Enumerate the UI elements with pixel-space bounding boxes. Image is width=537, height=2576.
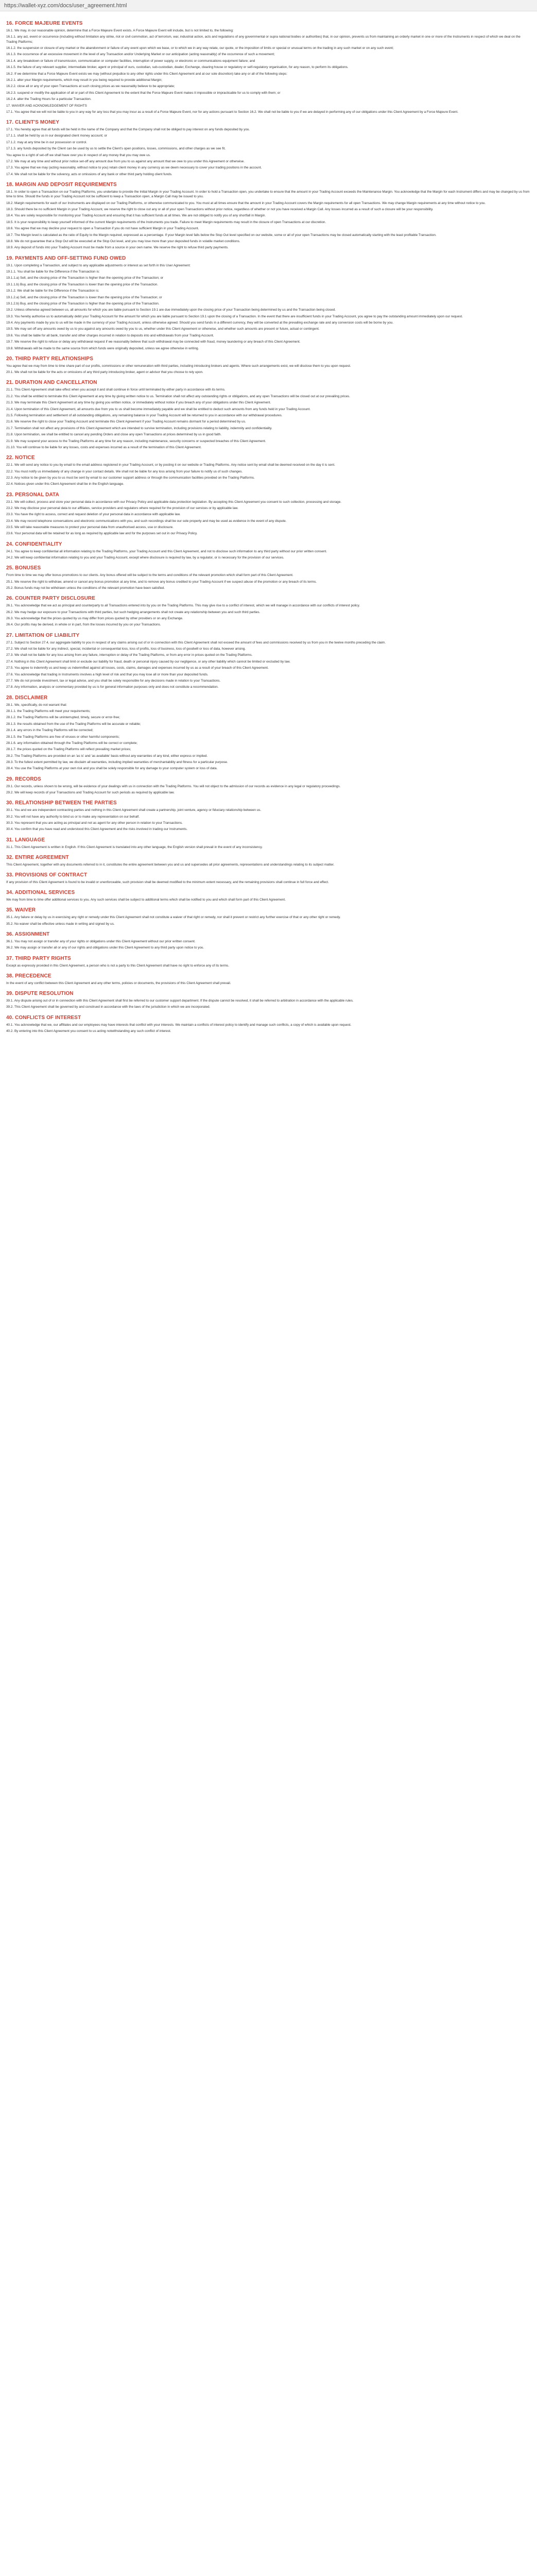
section-heading: 28. DISCLAIMER (6, 694, 48, 701)
section-paragraph: 35.2. No waiver shall be effective unless made in writing and signed by us. (6, 922, 115, 926)
section-paragraph: 21.10. You will continue to be liable for any losses, costs and expenses incurred as a result of the termination of this Client Agreement. (6, 445, 202, 449)
section-heading: 31. LANGUAGE (6, 837, 45, 843)
section-heading: 39. DISPUTE RESOLUTION (6, 991, 74, 997)
section-paragraph: 19.1.1. You shall be liable for the Difference if the Transaction is: (6, 269, 100, 274)
section-paragraph: 39.1. Any dispute arising out of or in connection with this Client Agreement shall first be referred to our customer support department. If the dispute cannot be resolved, it shall be referred to arbitration in accordance with the applicable rules. (6, 999, 354, 1003)
section-heading: 24. CONFIDENTIALITY (6, 541, 62, 547)
section-paragraph: 19.1.1.a) Sell, and the closing price of the Transaction is higher than the opening price of the Transaction; or (6, 276, 164, 280)
agreement-section (6, 380, 530, 450)
agreement-section (6, 907, 530, 926)
section-paragraph: 27.8. Any information, analysis or commentary provided by us is for general information purposes only and does not constitute a recommendation. (6, 685, 219, 689)
section-paragraph: 36.1. You may not assign or transfer any of your rights or obligations under this Client Agreement without our prior written consent. (6, 940, 196, 944)
section-heading: 35. WAIVER (6, 907, 36, 913)
section-paragraph: 22.1. We will send any notice to you by email to the email address registered in your Trading Account, or by posting it on our website or Trading Platforms. Any notice sent by email shall be deemed received on the day it is sent. (6, 463, 335, 467)
agreement-section (6, 356, 530, 375)
section-paragraph: 26.2. We may hedge our exposure to your Transactions with third parties, but such hedging arrangements shall not create any relationship between you and such third parties. (6, 610, 261, 614)
section-paragraph: 30.2. You will not have any authority to bind us or to make any representation on our behalf. (6, 815, 140, 819)
section-heading: 17. CLIENT'S MONEY (6, 120, 60, 126)
section-paragraph: 21.3. We may terminate this Client Agreement at any time by giving you written notice, or immediately without notice if you breach any of your obligations under this Client Agreement. (6, 401, 271, 405)
section-paragraph: 31.1. This Client Agreement is written in English. If this Client Agreement is translated into any other language, the English version shall prevail in the event of any inconsistency. (6, 845, 263, 849)
section-paragraph: 27.5. You agree to indemnify us and keep us indemnified against all losses, costs, claims, damages and expenses incurred by us as a result of your breach of this Client Agreement. (6, 666, 269, 670)
section-paragraph: 18.3. Should there be no sufficient Margin in your Trading Account, we reserve the right to close out any or all of your open Transactions without prior notice, regardless of whether or not you have received a Margin Call. Any losses incurred as a result of such a closure will be your responsibility. (6, 208, 434, 212)
section-paragraph: 16.1. We may, in our reasonable opinion, determine that a Force Majeure Event exists. A Force Majeure Event will include, but is not limited to, the following: (6, 29, 234, 32)
agreement-section (6, 956, 530, 968)
section-heading: 19. PAYMENTS AND OFF-SETTING FUND OWED (6, 255, 126, 261)
section-paragraph: 21.7. Termination shall not affect any provisions of this Client Agreement which are intended to survive termination, including provisions relating to liability, indemnity and confidentiality. (6, 426, 272, 430)
section-paragraph: 22.2. You must notify us immediately of any change in your contact details. We shall not be liable for any loss arising from your failure to notify us of such changes. (6, 469, 243, 473)
section-paragraph: 28.2. The Trading Platforms are provided on an 'as is' and 'as available' basis without any warranties of any kind, either express or implied. (6, 754, 208, 758)
section-paragraph: 19.2. Unless otherwise agreed between us, all amounts for which you are liable pursuant to Section 19.1 are due immediately upon the closing price of your Transaction being determined by us and the Transaction being closed. (6, 308, 336, 312)
section-paragraph: 19.8. Withdrawals will be made to the same source from which funds were originally deposited, unless we agree otherwise in writing. (6, 346, 199, 350)
section-paragraph: 17. WAIVER AND ACKNOWLEDGEMENT OF RIGHTS (6, 104, 87, 108)
section-paragraph: 30.3. You represent that you are acting as principal and not as agent for any other person in relation to your Transactions. (6, 821, 183, 825)
section-paragraph: 18.8. We do not guarantee that a Stop Out will be executed at the Stop Out level, and you may lose more than your deposited funds in volatile market conditions. (6, 239, 240, 243)
page-url[interactable]: https://wallet-xyz.com/docs/user_agreement.html (4, 2, 127, 9)
section-paragraph: 23.5. We will take reasonable measures to protect your personal data from unauthorised access, use or disclosure. (6, 526, 174, 530)
section-paragraph: 21.8. Upon termination, we shall be entitled to cancel any pending Orders and close any open Transactions at prices determined by us in good faith. (6, 433, 222, 437)
section-paragraph: 18.9. Any deposit of funds into your Trading Account must be made from a source in your own name. We reserve the right to refuse third party payments. (6, 246, 229, 250)
agreement-section (6, 776, 530, 795)
section-paragraph: 17.1.1. shall be held by us in our designated client money account; or (6, 134, 108, 138)
section-paragraph: If any provision of this Client Agreement is found to be invalid or unenforceable, such provision shall be deemed modified to the minimum extent necessary, and the remaining provisions shall continue in full force and effect. (6, 880, 329, 885)
agreement-section (6, 890, 530, 902)
section-paragraph: 16.1.2. the suspension or closure of any market or the abandonment or failure of any event upon which we base, or to which we in any way relate, our quote, or the imposition of limits or special or unusual terms on the trading in any such market or on any such event; (6, 46, 394, 50)
agreement-section (6, 21, 530, 114)
section-heading: 25. BONUSES (6, 565, 41, 571)
section-paragraph: 36.2. We may assign or transfer all or any of our rights and obligations under this Client Agreement to any third party upon notice to you. (6, 946, 204, 950)
section-paragraph: 35.1. Any failure or delay by us in exercising any right or remedy under this Client Agreement shall not constitute a waiver of that right or remedy, nor shall it prevent or restrict any further exercise of that or any other right or remedy. (6, 916, 341, 920)
section-heading: 22. NOTICE (6, 455, 35, 461)
section-paragraph: 27.7. We do not provide investment, tax or legal advice, and you shall be solely responsible for any decisions made in relation to your Transactions. (6, 679, 221, 683)
agreement-section (6, 256, 530, 351)
agreement-section (6, 455, 530, 486)
section-paragraph: 28.1.7. the prices quoted on the Trading Platforms will reflect prevailing market prices; (6, 748, 131, 752)
section-heading: 32. ENTIRE AGREEMENT (6, 854, 69, 860)
agreement-section (6, 837, 530, 850)
section-paragraph: 17.1. You hereby agree that all funds will be held in the name of the Company and that the Company shall not be obliged to pay interest on any funds deposited by you. (6, 128, 250, 132)
section-paragraph: You agree to a right of set-off we shall have over you in respect of any money that you may owe us. (6, 153, 151, 157)
section-paragraph: 22.4. Notices given under this Client Agreement shall be in the English language. (6, 482, 124, 486)
section-paragraph: 19.1.2.a) Sell, and the closing price of the Transaction is lower than the opening price of the Transaction; or (6, 295, 162, 299)
section-paragraph: 16.1.5. the failure of any relevant supplier, intermediate broker, agent or principal of ours, custodian, sub-custodian, dealer, Exchange, clearing house or regulatory or self-regulatory organisation, for any reason, to perform its obligations. (6, 65, 349, 70)
section-paragraph: 40.2. By entering into this Client Agreement you consent to us acting notwithstanding any such conflict of interest. (6, 1029, 171, 1033)
agreement-section (6, 182, 530, 250)
section-paragraph: 30.4. You confirm that you have read and understood this Client Agreement and the risks involved in trading our Instruments. (6, 827, 188, 832)
agreement-document (0, 11, 537, 1042)
section-paragraph: 39.2. This Client Agreement shall be governed by and construed in accordance with the laws of the jurisdiction in which we are incorporated. (6, 1005, 211, 1009)
section-paragraph: 16.1.3. the occurrence of an excessive movement in the level of any Transaction and/or Underlying Market or our anticipation (acting reasonably) of the occurrence of such a movement; (6, 53, 275, 57)
section-heading: 30. RELATIONSHIP BETWEEN THE PARTIES (6, 800, 117, 806)
section-paragraph: 21.6. We reserve the right to close your Trading Account and terminate this Client Agreement if your Trading Account remains dormant for a period determined by us. (6, 420, 246, 424)
section-paragraph: 25.1. We reserve the right to withdraw, amend or cancel any bonus promotion at any time, and to remove any bonus credited to your Trading Account if we suspect abuse of the promotion or any breach of its terms. (6, 580, 317, 584)
section-paragraph: 17.3. You agree that we may (acting reasonably, without notice to you) retain client money in any currency as we deem necessary to cover your trading positions in the account. (6, 166, 262, 170)
section-paragraph: 28.4. You use the Trading Platforms at your own risk and you shall be solely responsible for any damage to your computer system or loss of data. (6, 767, 218, 771)
section-paragraph: 18.2. Margin requirements for each of our Instruments are displayed on our Trading Platforms, or otherwise communicated to you. You must at all times ensure that the amount in your Trading Account covers the Margin requirements for all open Transactions. We may change Margin requirements at any time without notice to you. (6, 201, 486, 205)
section-paragraph: 23.4. We may record telephone conversations and electronic communications with you, and such recordings shall be our sole property and may be used as evidence in the event of any dispute. (6, 519, 287, 523)
section-paragraph: 23.3. You have the right to access, correct and request deletion of your personal data in accordance with applicable law. (6, 513, 181, 517)
section-paragraph: 19.5. We may set off any amounts owed by us to you against any amounts owed by you to us, whether under this Client Agreement or otherwise, and whether such amounts are present or future, actual or contingent. (6, 327, 320, 331)
section-paragraph: 23.2. We may disclose your personal data to our affiliates, service providers and regulators where required for the provision of our services or by applicable law. (6, 506, 238, 510)
section-heading: 37. THIRD PARTY RIGHTS (6, 955, 71, 961)
section-paragraph: 22.3. Any notice to be given by you to us must be sent by email to our customer support address or through the communication facilities provided on the Trading Platforms. (6, 476, 255, 480)
section-paragraph: 27.4. Nothing in this Client Agreement shall limit or exclude our liability for fraud, death or personal injury caused by our negligence, or any other liability which cannot be limited or excluded by law. (6, 659, 291, 664)
section-paragraph: 19.1.1.b) Buy, and the closing price of the Transaction is lower than the opening price of the Transaction. (6, 282, 159, 286)
section-paragraph: This Client Agreement, together with any documents referred to in it, constitutes the entire agreement between you and us and supersedes all prior agreements, representations and understandings relating to its subject matter. (6, 862, 335, 867)
section-paragraph: 18.4. You are solely responsible for monitoring your Trading Account and ensuring that it has sufficient funds at all times. We are not obliged to notify you of any shortfall in Margin. (6, 214, 266, 218)
section-paragraph: 16.2.3. suspend or modify the application of all or part of this Client Agreement to the extent that the Force Majeure Event makes it impossible or impracticable for us to comply with them; or (6, 91, 281, 95)
section-paragraph: 23.1. We will collect, process and store your personal data in accordance with our Privacy Policy and applicable data protection legislation. By accepting this Client Agreement you consent to such collection, processing and storage. (6, 500, 342, 504)
section-paragraph: From time to time we may offer bonus promotions to our clients. Any bonus offered will be subject to the terms and conditions of the relevant promotion which shall form part of this Client Agreement. (6, 573, 293, 578)
section-heading: 29. RECORDS (6, 776, 41, 782)
section-paragraph: 19.1.2.b) Buy, and the closing price of the Transaction is higher than the opening price of the Transaction. (6, 301, 160, 306)
section-paragraph: 28.1.2. the Trading Platforms will be uninterrupted, timely, secure or error-free; (6, 716, 120, 720)
section-paragraph: 16.2.2. close all or any of your open Transactions at such closing prices as we reasonably believe to be appropriate; (6, 84, 175, 89)
section-paragraph: 17.1. You agree that we will not be liable to you in any way for any loss that you may incur as a result of a Force Majeure Event, nor for any actions pursuant to Section 16.2. We shall not be liable to you if we are delayed in performing any of our obligations under this Client Agreement by a Force Majeure Event. (6, 110, 459, 114)
section-paragraph: 18.6. You agree that we may decline your request to open a Transaction if you do not have sufficient Margin in your Trading Account. (6, 227, 199, 231)
section-paragraph: 19.4. Any payments made by you to us will be made in the currency of your Trading Account, unless otherwise agreed. Should you send funds in a different currency, they will be converted at the prevailing exchange rate and any conversion costs will be borne by you. (6, 321, 394, 325)
section-paragraph: 19.1. Upon completing a Transaction, and subject to any applicable adjustments or interest as set forth in this User Agreement: (6, 263, 191, 267)
section-paragraph: 21.9. We may suspend your access to the Trading Platforms at any time for any reason, including maintenance, security concerns or suspected breaches of this Client Agreement. (6, 439, 266, 443)
section-heading: 26. COUNTER PARTY DISCLOSURE (6, 596, 96, 602)
agreement-section (6, 973, 530, 986)
section-paragraph: We may from time to time offer additional services to you. Any such services shall be subject to additional terms which shall be notified to you and which shall form part of this Client Agreement. (6, 898, 286, 902)
section-paragraph: 28.1.3. the results obtained from the use of the Trading Platforms will be accurate or reliable; (6, 722, 141, 726)
agreement-section (6, 800, 530, 832)
section-paragraph: 27.6. You acknowledge that trading in Instruments involves a high level of risk and that you may lose all or more than your deposited funds. (6, 672, 209, 676)
section-paragraph: 20.1. We shall not be liable for the acts or omissions of any third party introducing broker, agent or advisor that you choose to rely upon. (6, 370, 203, 375)
agreement-section (6, 541, 530, 561)
agreement-section (6, 596, 530, 627)
section-paragraph: 16.2. If we determine that a Force Majeure Event exists we may (without prejudice to any other rights under this Client Agreement and at our sole discretion) take any or all of the following steps: (6, 72, 287, 76)
agreement-section (6, 1015, 530, 1034)
section-paragraph: 19.6. You shall be liable for all bank, transfer and other charges incurred in relation to deposits into and withdrawals from your Trading Account. (6, 333, 214, 337)
section-paragraph: 17.1.3. any funds deposited by the Client can be used by us to settle the Client's open positions, losses, commissions, and other charges as we see fit. (6, 147, 226, 151)
section-paragraph: 29.2. We will keep records of your Transactions and Trading Account for such periods as required by applicable law. (6, 791, 175, 795)
section-heading: 16. FORCE MAJEURE EVENTS (6, 21, 83, 26)
section-paragraph: 21.2. You shall be entitled to terminate this Client Agreement at any time by giving written notice to us. Termination shall not affect any outstanding rights or obligations, and any open Transactions will be closed out at our prevailing prices. (6, 394, 350, 398)
agreement-section (6, 991, 530, 1010)
section-paragraph: In the event of any conflict between this Client Agreement and any other terms, policies or documents, the provisions of this Client Agreement shall prevail. (6, 981, 231, 985)
section-paragraph: 21.4. Upon termination of this Client Agreement, all amounts due from you to us shall become immediately payable and we shall be entitled to deduct such amounts from any funds held in your Trading Account. (6, 407, 311, 411)
section-paragraph: 26.4. Our profits may be derived, in whole or in part, from the losses incurred by you on your Transactions. (6, 623, 161, 627)
section-paragraph: 28.1. We, specifically, do not warrant that: (6, 703, 67, 707)
section-heading: 27. LIMITATION OF LIABILITY (6, 632, 80, 638)
section-heading: 20. THIRD PARTY RELATIONSHIPS (6, 355, 94, 362)
section-heading: 34. ADDITIONAL SERVICES (6, 890, 75, 896)
section-paragraph: 19.3. You hereby authorise us to automatically debit your Trading Account for the amount for which you are liable pursuant to Section 19.1 upon the closing of a Transaction. In the event that there are insufficient funds in your Trading Account, you agree to pay the outstanding amount immediately upon our request. (6, 314, 463, 318)
section-paragraph: 24.2. We will keep confidential information relating to you and your Trading Account, except where disclosure is required by law, by a regulator, or is necessary for the provision of our services. (6, 556, 284, 560)
agreement-section (6, 872, 530, 885)
agreement-section (6, 855, 530, 867)
agreement-section (6, 931, 530, 951)
section-paragraph: 21.5. Following termination and settlement of all outstanding obligations, any remaining balance in your Trading Account will be returned to you in accordance with our withdrawal procedures. (6, 414, 283, 417)
section-heading: 38. PRECEDENCE (6, 973, 51, 979)
section-paragraph: 28.1.4. any errors in the Trading Platforms will be corrected; (6, 728, 94, 733)
section-paragraph: 16.1.4. any breakdown or failure of transmission, communication or computer facilities, interruption of power supply, or electronic or communications equipment failure; and (6, 59, 255, 63)
section-paragraph: 29.1. Our records, unless shown to be wrong, will be evidence of your dealings with us in connection with the Trading Platforms. You will not object to the admission of our records as evidence in any legal or regulatory proceedings. (6, 784, 341, 788)
section-paragraph: 17.2. We may at any time and without prior notice set-off any amount due from you to us against any amount that we owe to you under this Agreement or otherwise. (6, 160, 245, 164)
section-paragraph: 16.2.4. alter the Trading Hours for a particular Transaction. (6, 97, 92, 101)
section-paragraph: 19.7. We reserve the right to refuse or delay any withdrawal request if we reasonably believe that such withdrawal may be connected with fraud, money laundering or any breach of this Client Agreement. (6, 340, 301, 344)
section-paragraph: 21.1. This Client Agreement shall take effect when you accept it and shall continue in force until terminated by either party in accordance with its terms. (6, 388, 226, 392)
section-paragraph: 16.2.1. alter your Margin requirements, which may result in you being required to provide additional Margin; (6, 78, 163, 82)
agreement-section (6, 492, 530, 536)
section-paragraph: 17.1.2. may at any time be in our possession or control. (6, 140, 88, 144)
agreement-section (6, 120, 530, 177)
section-heading: 23. PERSONAL DATA (6, 492, 59, 498)
agreement-section (6, 695, 530, 771)
section-paragraph: 30.1. You and we are independent contracting parties and nothing in this Client Agreement shall create a partnership, joint venture, agency or fiduciary relationship between us. (6, 808, 262, 812)
section-paragraph: You agree that we may from time to time share part of our profits, commissions or other remuneration with third parties, including introducing brokers and agents. Where such arrangements exist, we will disclose them to you upon request. (6, 364, 351, 368)
section-paragraph: 27.3. We shall not be liable for any loss arising from any failure, interruption or delay of the Trading Platforms, or from any error in prices quoted on the Trading Platforms. (6, 653, 253, 657)
section-paragraph: 28.1.5. the Trading Platforms are free of viruses or other harmful components; (6, 735, 120, 739)
section-heading: 33. PROVISIONS OF CONTRACT (6, 872, 88, 878)
section-paragraph: 17.4. We shall not be liable for the solvency, acts or omissions of any bank or other third party holding client funds. (6, 172, 172, 176)
section-heading: 36. ASSIGNMENT (6, 931, 50, 938)
section-paragraph: 28.1.6. any information obtained through the Trading Platforms will be correct or complete; (6, 741, 138, 745)
agreement-section (6, 565, 530, 590)
section-paragraph: 24.1. You agree to keep confidential all information relating to the Trading Platforms, your Trading Account and this Client Agreement, and not to disclose such information to any third party without our prior written consent. (6, 549, 327, 553)
section-paragraph: 18.7. The Margin level is calculated as the ratio of Equity to the Margin required, expressed as a percentage. If your Margin level falls below the Stop Out level specified on our website, some or all of your open Transactions may be closed automatically starting with the least profitable Transaction. (6, 233, 437, 237)
section-paragraph: Except as expressly provided in this Client Agreement, a person who is not a party to this Client Agreement shall have no right to enforce any of its terms. (6, 963, 230, 968)
agreement-section (6, 633, 530, 690)
section-heading: 21. DURATION AND CANCELLATION (6, 380, 97, 386)
section-paragraph: 18.5. It is your responsibility to keep yourself informed of the current Margin requirements of the Instruments you trade. Failure to meet Margin requirements may result in the closure of open Transactions at our discretion. (6, 220, 326, 224)
section-paragraph: 28.3. To the fullest extent permitted by law, we disclaim all warranties, including implied warranties of merchantability and fitness for a particular purpose. (6, 760, 228, 765)
section-paragraph: 16.1.1. any act, event or occurrence (including without limitation any strike, riot or civil commotion, act of terrorism, war, industrial action, acts and regulations of any governmental or supra national bodies or authorities) that, in our opinion, prevents us from maintaining an orderly market in one or more of the Instruments in respect of which we deal on the Trading Platforms; (6, 35, 521, 44)
section-paragraph: 19.1.2. We shall be liable for the Difference if the Transaction is: (6, 289, 99, 293)
section-heading: 18. MARGIN AND DEPOSIT REQUIREMENTS (6, 182, 117, 188)
section-paragraph: 25.2. Bonus funds may not be withdrawn unless the conditions of the relevant promotion have been satisfied. (6, 586, 165, 590)
section-paragraph: 26.3. You acknowledge that the prices quoted by us may differ from prices quoted by other providers or on any Exchange. (6, 617, 183, 621)
section-paragraph: 40.1. You acknowledge that we, our affiliates and our employees may have interests that conflict with your interests. We maintain a conflicts of interest policy to identify and manage such conflicts, a copy of which is available upon request. (6, 1023, 352, 1027)
section-paragraph: 26.1. You acknowledge that we act as principal and counterparty to all Transactions entered into by you on the Trading Platforms. This may give rise to a conflict of interest, which we will manage in accordance with our conflicts of interest policy. (6, 604, 360, 608)
browser-address-bar[interactable] (0, 0, 537, 11)
section-paragraph: 23.6. Your personal data will be retained for as long as required by applicable law and for the purposes set out in our Privacy Policy. (6, 532, 198, 536)
section-paragraph: 27.1. Subject to Section 27.4, our aggregate liability to you in respect of any claims arising out of or in connection with this Client Agreement shall not exceed the amount of fees and commissions received by us from you in the twelve months preceding the claim. (6, 640, 386, 645)
section-heading: 40. CONFLICTS OF INTEREST (6, 1014, 81, 1021)
section-paragraph: 27.2. We shall not be liable for any indirect, special, incidental or consequential loss, loss of profits, loss of business, loss of goodwill or loss of data, however arising. (6, 647, 246, 651)
section-paragraph: 28.1.1. the Trading Platforms will meet your requirements; (6, 709, 91, 713)
section-paragraph: 18.1. In order to open a Transaction on our Trading Platforms, you undertake to provide the Initial Margin in your Trading Account. In order to hold a Transaction open, you undertake to ensure that the amount in your Trading Account exceeds the Maintenance Margin. You acknowledge that the Margin for each Instrument differs and may be changed by us from time to time. Should the funds in your Trading Account not be sufficient to keep a Transaction open, a Margin Call may be issued to you. (6, 190, 530, 199)
